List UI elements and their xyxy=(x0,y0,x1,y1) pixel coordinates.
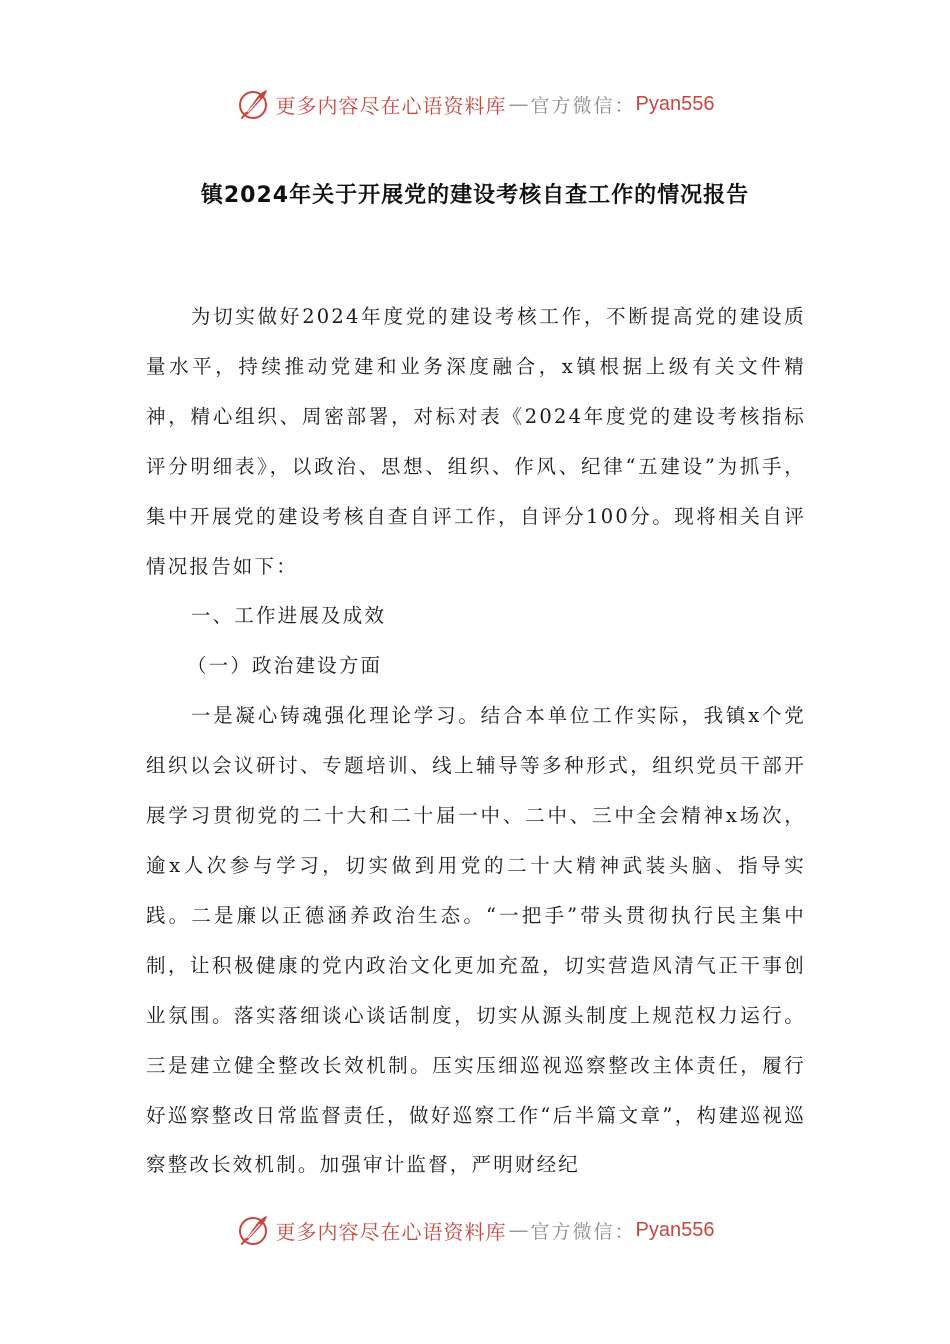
intro-paragraph: 为切实做好2024年度党的建设考核工作，不断提高党的建设质量水平，持续推动党建和业务深度融合，x镇根据上级有关文件精神，精心组织、周密部署，对标对表《2024年度党的建设考核指标评分明细表》，以政治、思想、组织、作风、纪律“五建设”为抓手，集中开展党的建设考核自查自评工作，自评分100分。现将相关自评情况报告如下： xyxy=(146,305,806,578)
banner-dash: — xyxy=(508,1218,529,1242)
banner-brand-text: 更多内容尽在心语资料库 xyxy=(275,1219,507,1244)
banner-brand-text: 更多内容尽在心语资料库 xyxy=(275,93,507,118)
banner-wechat-id: Pyan556 xyxy=(635,1218,715,1241)
section-heading: 一、工作进展及成效 xyxy=(190,604,387,628)
banner-wechat-label: 官方微信： xyxy=(530,1220,636,1243)
watermark-banner-top xyxy=(0,82,950,126)
banner-wechat-label: 官方微信： xyxy=(530,94,636,117)
quill-pen-logo-icon xyxy=(236,86,272,122)
banner-wechat-id: Pyan556 xyxy=(635,92,715,115)
body-paragraph: 一是凝心铸魂强化理论学习。结合本单位工作实际，我镇x个党组织以会议研讨、专题培训、线上辅导等多种形式，组织党员干部开展学习贯彻党的二十大和二十届一中、二中、三中全会精神x场次，逾x人次参与学习，切实做到用党的二十大精神武装头脑、指导实践。二是廉以正德涵养政治生态。“一把手”带头贯彻执行民主集中制，让积极健康的党内政治文化更加充盈，切实营造风清气正干事创业氛围。落实落细谈心谈话制度，切实从源头制度上规范权力运行。三是建立健全整改长效机制。压实压细巡视巡察整改主体责任，履行好巡察整改日常监督责任，做好巡察工作“后半篇文章”，构建巡视巡察整改长效机制。加强审计监督，严明财经纪 xyxy=(146,704,806,1177)
subsection-heading: （一）政治建设方面 xyxy=(186,654,383,678)
watermark-banner-bottom xyxy=(0,1208,950,1252)
document-title: 镇2024年关于开展党的建设考核自查工作的情况报告 xyxy=(200,183,750,208)
quill-pen-logo-icon xyxy=(236,1212,272,1248)
document-body xyxy=(146,292,806,1190)
banner-dash: — xyxy=(508,92,529,116)
